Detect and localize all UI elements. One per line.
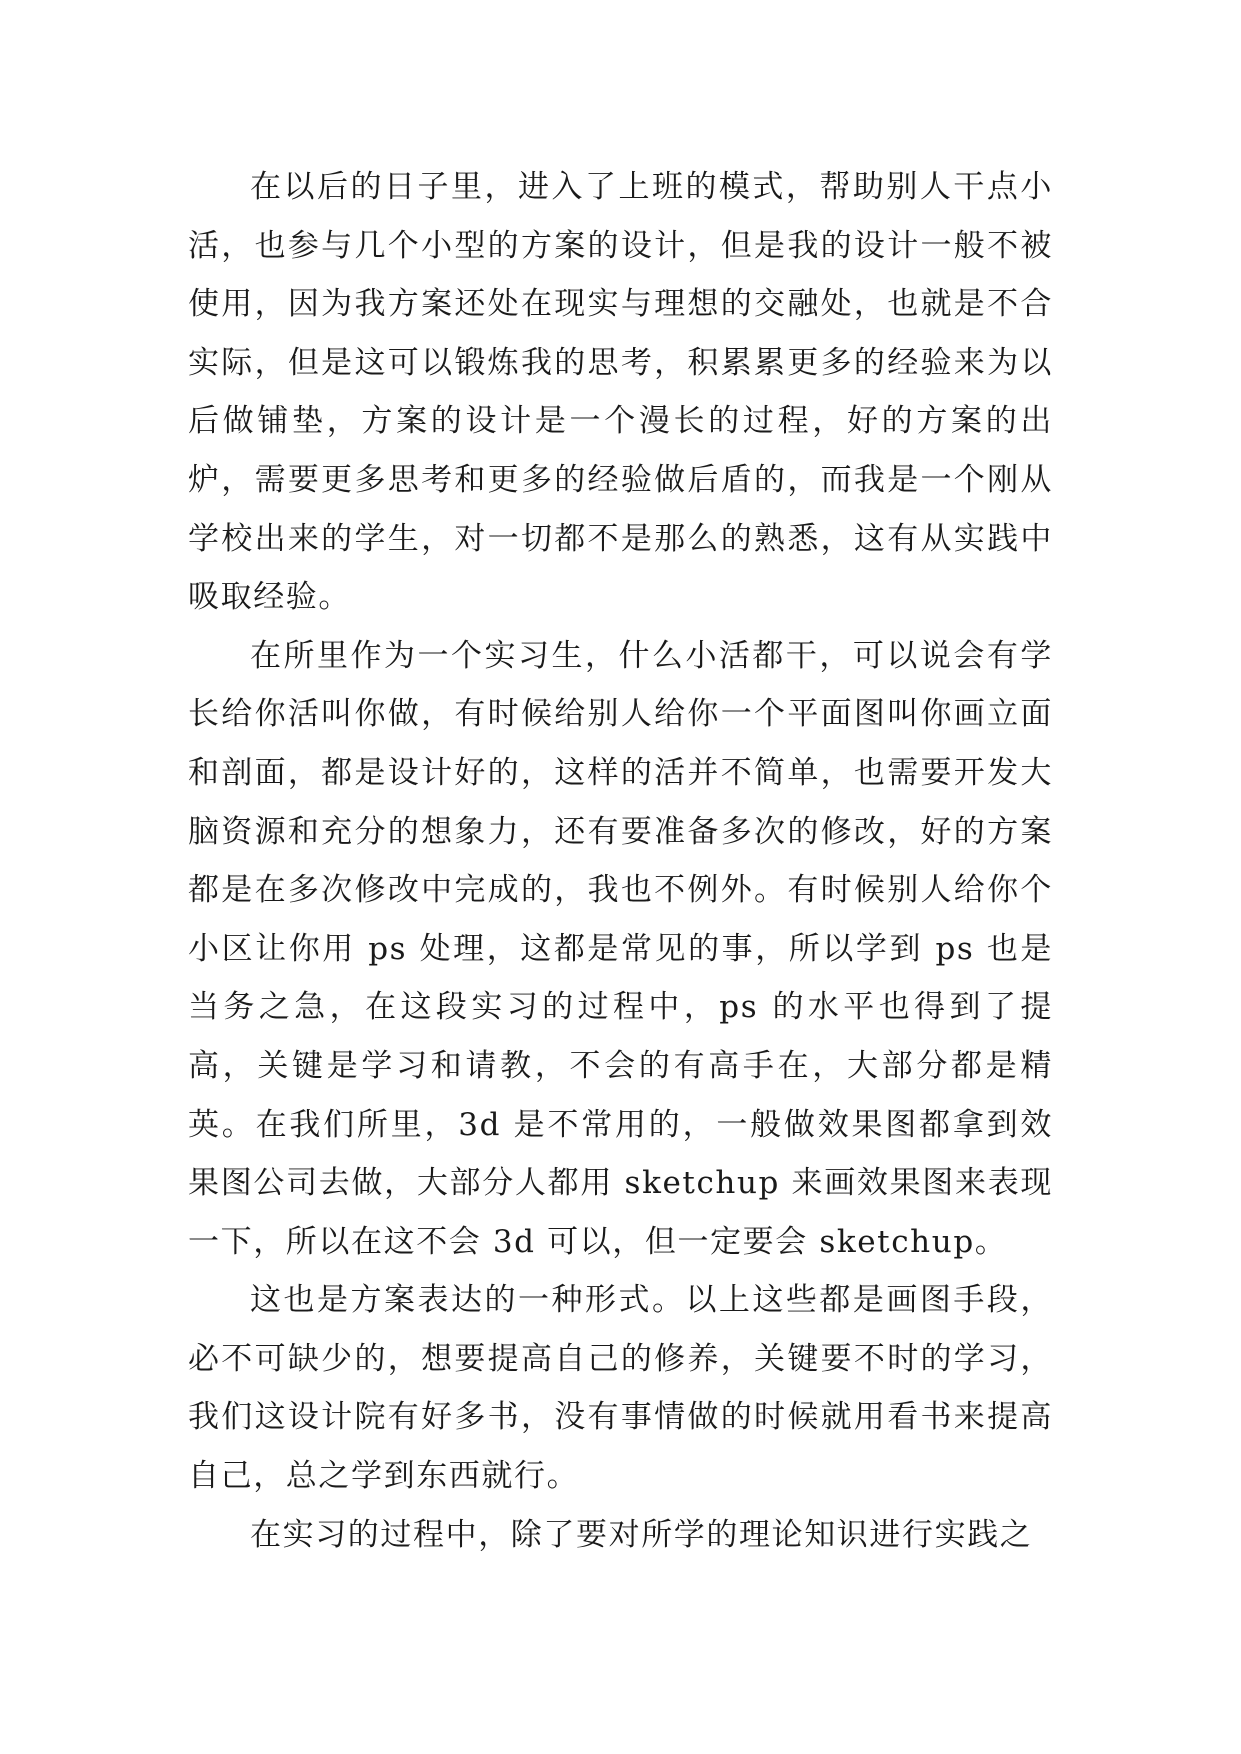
paragraph-2: 在所里作为一个实习生，什么小活都干，可以说会有学长给你活叫你做，有时候给别人给你一个平面图叫你画立面和剖面，都是设计好的，这样的活并不简单，也需要开发大脑资源和充分的想象力，还有要准备多次的修改，好的方案都是在多次修改中完成的，我也不例外。有时候别人给你个小区让你用 ps 处理，这都是常见的事，所以学到 ps 也是当务之急，在这段实习的过程中，ps 的水平也得到了提高，关键是学习和请教，不会的有高手在，大部分都是精英。在我们所里，3d 是不常用的，一般做效果图都拿到效果图公司去做，大部分人都用 sketchup 来画效果图来表现一下，所以在这不会 3d 可以，但一定要会 sketchup。: [188, 637, 1053, 1260]
paragraph-3: 这也是方案表达的一种形式。以上这些都是画图手段，必不可缺少的，想要提高自己的修养，关键要不时的学习，我们这设计院有好多书，没有事情做的时候就用看书来提高自己，总之学到东西就行。: [188, 1282, 1053, 1495]
paragraph-1: 在以后的日子里，进入了上班的模式，帮助别人干点小活，也参与几个小型的方案的设计，但是我的设计一般不被使用，因为我方案还处在现实与理想的交融处，也就是不合实际，但是这可以锻炼我的思考，积累累更多的经验来为以后做铺垫，方案的设计是一个漫长的过程，好的方案的出炉，需要更多思考和更多的经验做后盾的，而我是一个刚从学校出来的学生，对一切都不是那么的熟悉，这有从实践中吸取经验。: [188, 169, 1053, 616]
document-body: [188, 158, 1053, 1564]
paragraph-4: 在实习的过程中，除了要对所学的理论知识进行实践之: [250, 1516, 1033, 1553]
